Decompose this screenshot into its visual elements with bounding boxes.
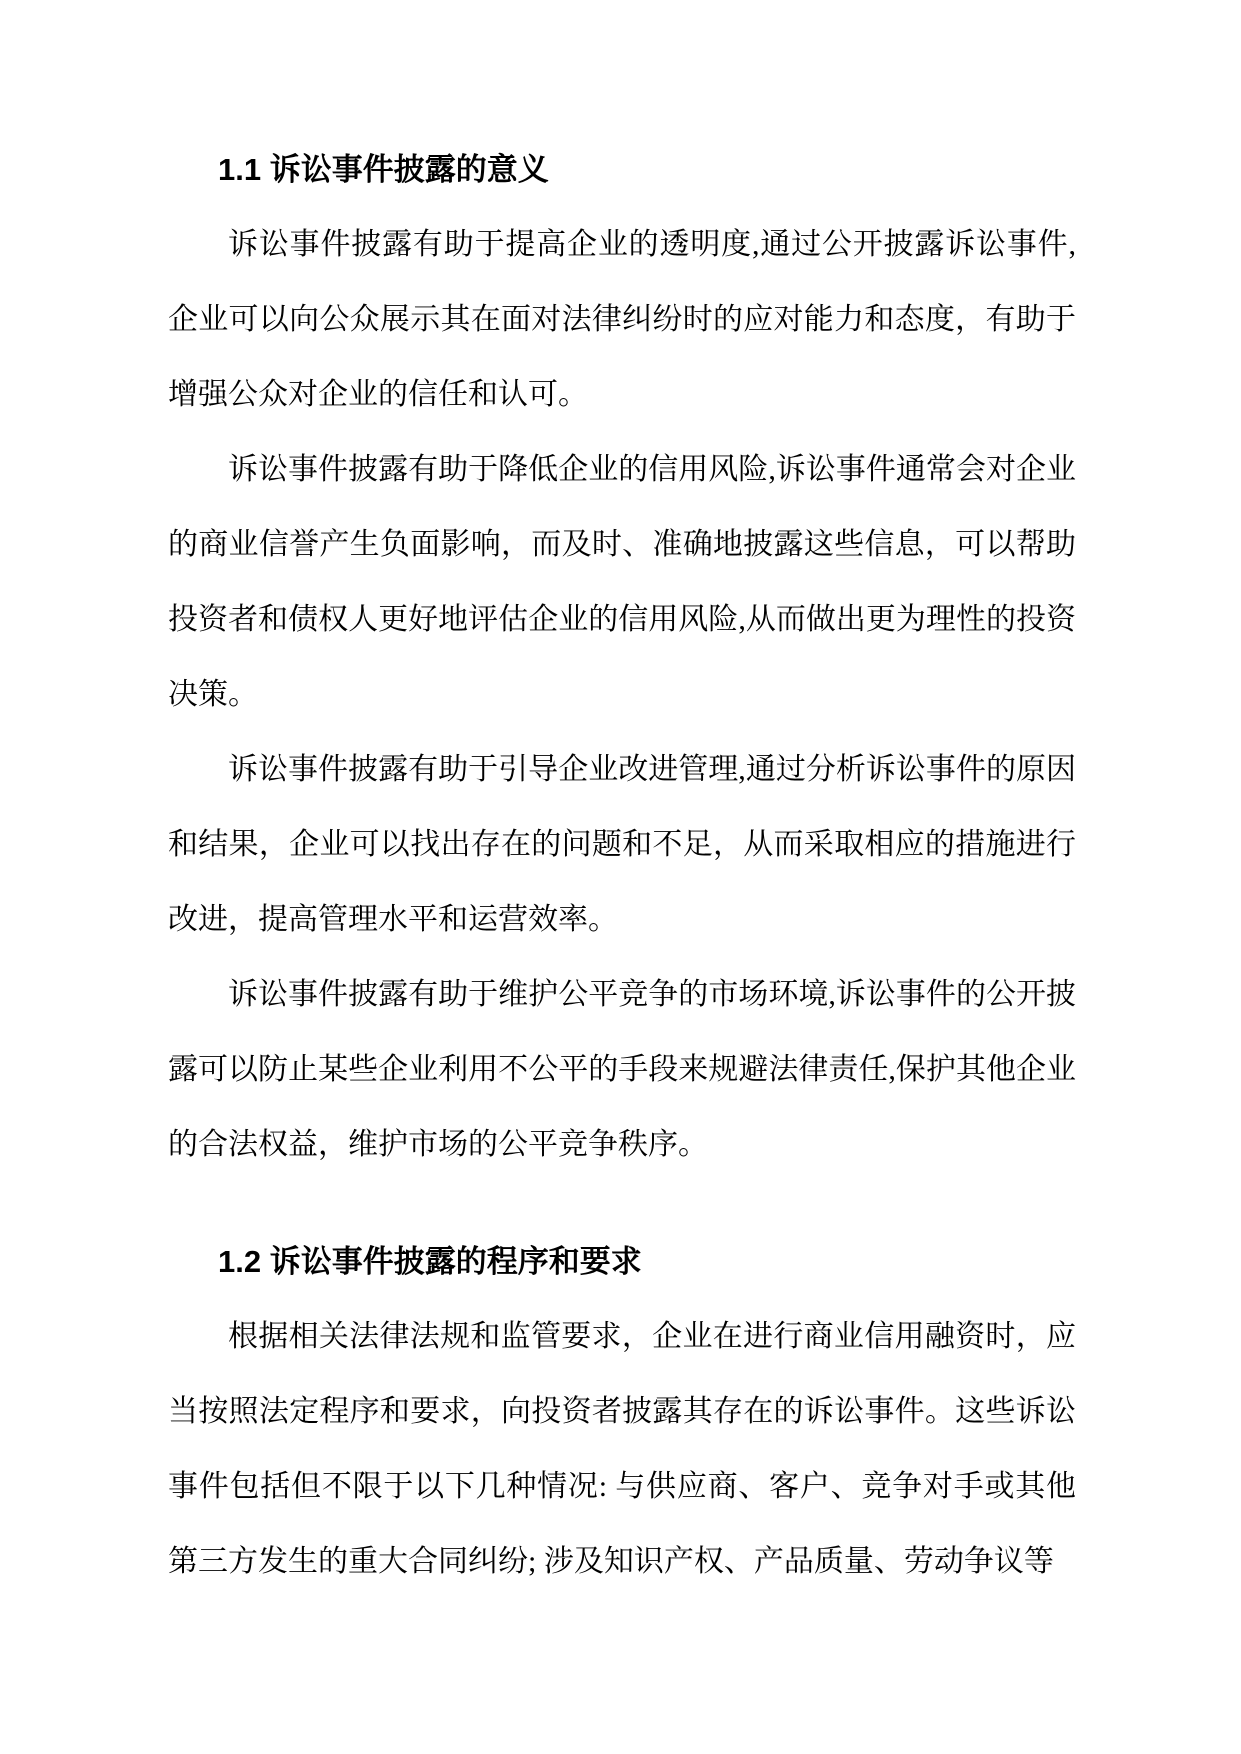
paragraph: 诉讼事件披露有助于引导企业改进管理,通过分析诉讼事件的原因和结果，企业可以找出存在的问题和不足，从而采取相应的措施进行改进，提高管理水平和运营效率。: [168, 753, 1076, 936]
section-heading-1-2: 1.2 诉讼事件披露的程序和要求: [218, 1244, 642, 1279]
paragraph: 诉讼事件披露有助于维护公平竞争的市场环境,诉讼事件的公开披露可以防止某些企业利用不公平的手段来规避法律责任,保护其他企业的合法权益，维护市场的公平竞争秩序。: [168, 978, 1076, 1161]
section-heading-1-1: 1.1 诉讼事件披露的意义: [218, 152, 549, 187]
paragraph: 诉讼事件披露有助于提高企业的透明度,通过公开披露诉讼事件,企业可以向公众展示其在面对法律纠纷时的应对能力和态度，有助于增强公众对企业的信任和认可。: [168, 228, 1076, 411]
paragraph: 根据相关法律法规和监管要求，企业在进行商业信用融资时，应当按照法定程序和要求，向投资者披露其存在的诉讼事件。这些诉讼事件包括但不限于以下几种情况: 与供应商、客户、竞争对手或其他第三方发生的重大合同纠纷; 涉及知识产权、产品质量、劳动争议等: [168, 1320, 1076, 1578]
paragraph: 诉讼事件披露有助于降低企业的信用风险,诉讼事件通常会对企业的商业信誉产生负面影响，而及时、准确地披露这些信息，可以帮助投资者和债权人更好地评估企业的信用风险,从而做出更为理性的投资决策。: [168, 453, 1076, 711]
section-1-1: [168, 132, 1076, 1182]
section-1-2: [168, 1224, 1076, 1599]
